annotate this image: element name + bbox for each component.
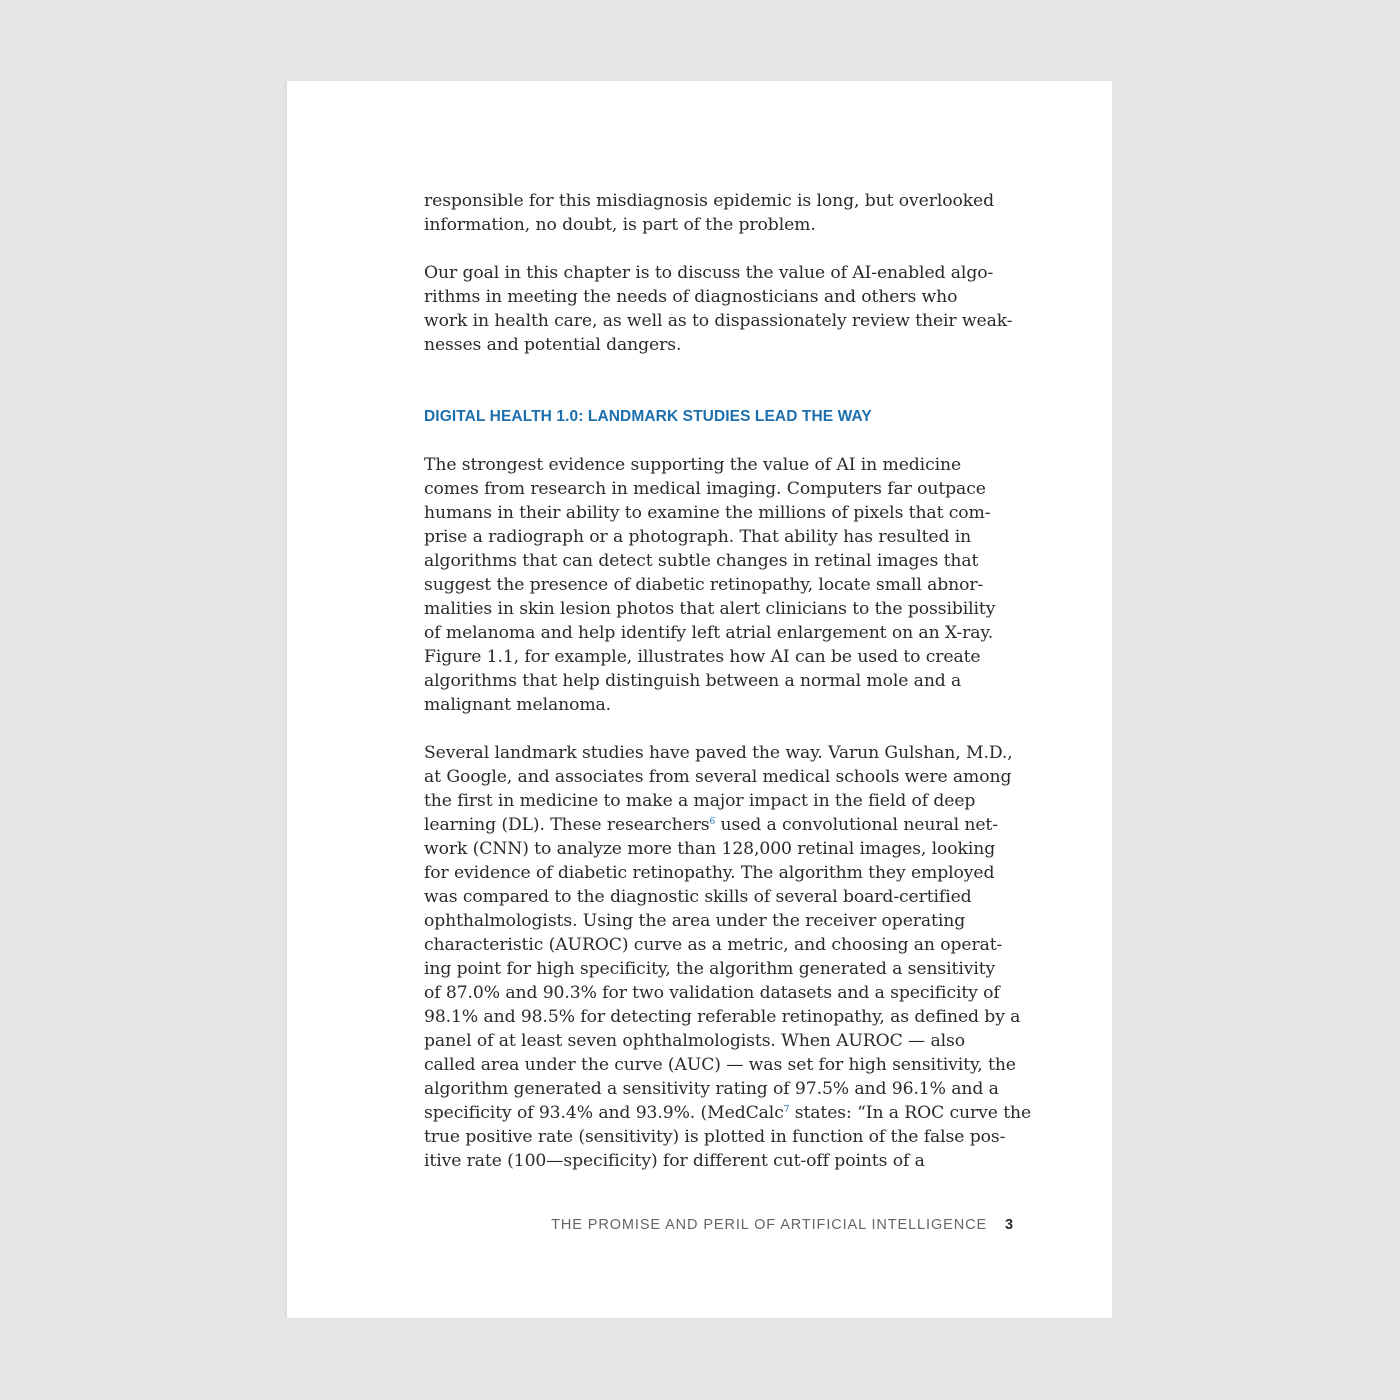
running-title: THE PROMISE AND PERIL OF ARTIFICIAL INTELLIGENCE [551,1217,988,1233]
text-line: for evidence of diabetic retinopathy. The algorithm they employed [424,863,995,883]
text-line: the first in medicine to make a major impact in the field of deep [424,791,976,811]
text-line: rithms in meeting the needs of diagnosticians and others who [424,287,958,307]
text-line: called area under the curve (AUC) — was set for high sensitivity, the [424,1055,1016,1075]
text-line: algorithms that can detect subtle changes in retinal images that [424,551,979,571]
text-line: malities in skin lesion photos that alert clinicians to the possibility [424,599,996,619]
text-line: information, no doubt, is part of the problem. [424,215,816,235]
text-fragment: specificity of 93.4% and 93.9%. (MedCalc [424,1103,784,1123]
text-fragment: learning (DL). These researchers [424,815,710,835]
book-page [287,81,1112,1318]
text-line: of 87.0% and 90.3% for two validation datasets and a specificity of [424,983,1000,1003]
text-line: humans in their ability to examine the millions of pixels that com- [424,503,991,523]
text-line: ing point for high specificity, the algorithm generated a sensitivity [424,959,996,979]
text-fragment: used a convolutional neural net- [715,815,998,835]
text-line: itive rate (100—specificity) for different cut-off points of a [424,1151,925,1171]
text-line: nesses and potential dangers. [424,335,682,355]
section-heading: DIGITAL HEALTH 1.0: LANDMARK STUDIES LEAD THE WAY [424,408,872,425]
text-line: prise a radiograph or a photograph. That ability has resulted in [424,527,972,547]
text-line: was compared to the diagnostic skills of several board-certified [424,887,972,907]
text-line: malignant melanoma. [424,695,612,715]
paragraph-continuation [424,189,1014,237]
footnote-ref-7[interactable]: 7 [783,1105,790,1115]
page-number: 3 [1005,1217,1014,1233]
text-line: at Google, and associates from several medical schools were among [424,767,1012,787]
text-line: Figure 1.1, for example, illustrates how AI can be used to create [424,647,981,667]
text-line: Our goal in this chapter is to discuss the value of AI-enabled algo- [424,263,994,283]
page-content [424,189,1032,1197]
footnote-ref-6[interactable]: 6 [709,817,716,827]
paragraph-landmark-studies [424,741,1032,1173]
text-line: The strongest evidence supporting the value of AI in medicine [424,455,962,475]
text-line: suggest the presence of diabetic retinopathy, locate small abnor- [424,575,984,595]
text-line: work in health care, as well as to dispassionately review their weak- [424,311,1013,331]
paragraph-medical-imaging [424,453,1014,717]
text-line: algorithms that help distinguish between a normal mole and a [424,671,962,691]
text-line: algorithm generated a sensitivity rating of 97.5% and 96.1% and a [424,1079,999,1099]
text-line: characteristic (AUROC) curve as a metric, and choosing an operat- [424,935,1003,955]
text-line: true positive rate (sensitivity) is plotted in function of the false pos- [424,1127,1006,1147]
text-line: Several landmark studies have paved the way. Varun Gulshan, M.D., [424,743,1013,763]
text-line [424,813,1014,837]
text-line [424,1101,1032,1125]
paragraph-chapter-goal [424,261,1014,357]
text-line: of melanoma and help identify left atrial enlargement on an X-ray. [424,623,994,643]
text-line: work (CNN) to analyze more than 128,000 retinal images, looking [424,839,996,859]
text-line: ophthalmologists. Using the area under the receiver operating [424,911,966,931]
text-line: comes from research in medical imaging. Computers far outpace [424,479,986,499]
text-line: responsible for this misdiagnosis epidemic is long, but overlooked [424,191,995,211]
text-fragment: states: “In a ROC curve the [789,1103,1032,1123]
page-footer [424,1217,1014,1233]
text-line: panel of at least seven ophthalmologists. When AUROC — also [424,1031,966,1051]
text-line: 98.1% and 98.5% for detecting referable retinopathy, as defined by a [424,1007,1021,1027]
